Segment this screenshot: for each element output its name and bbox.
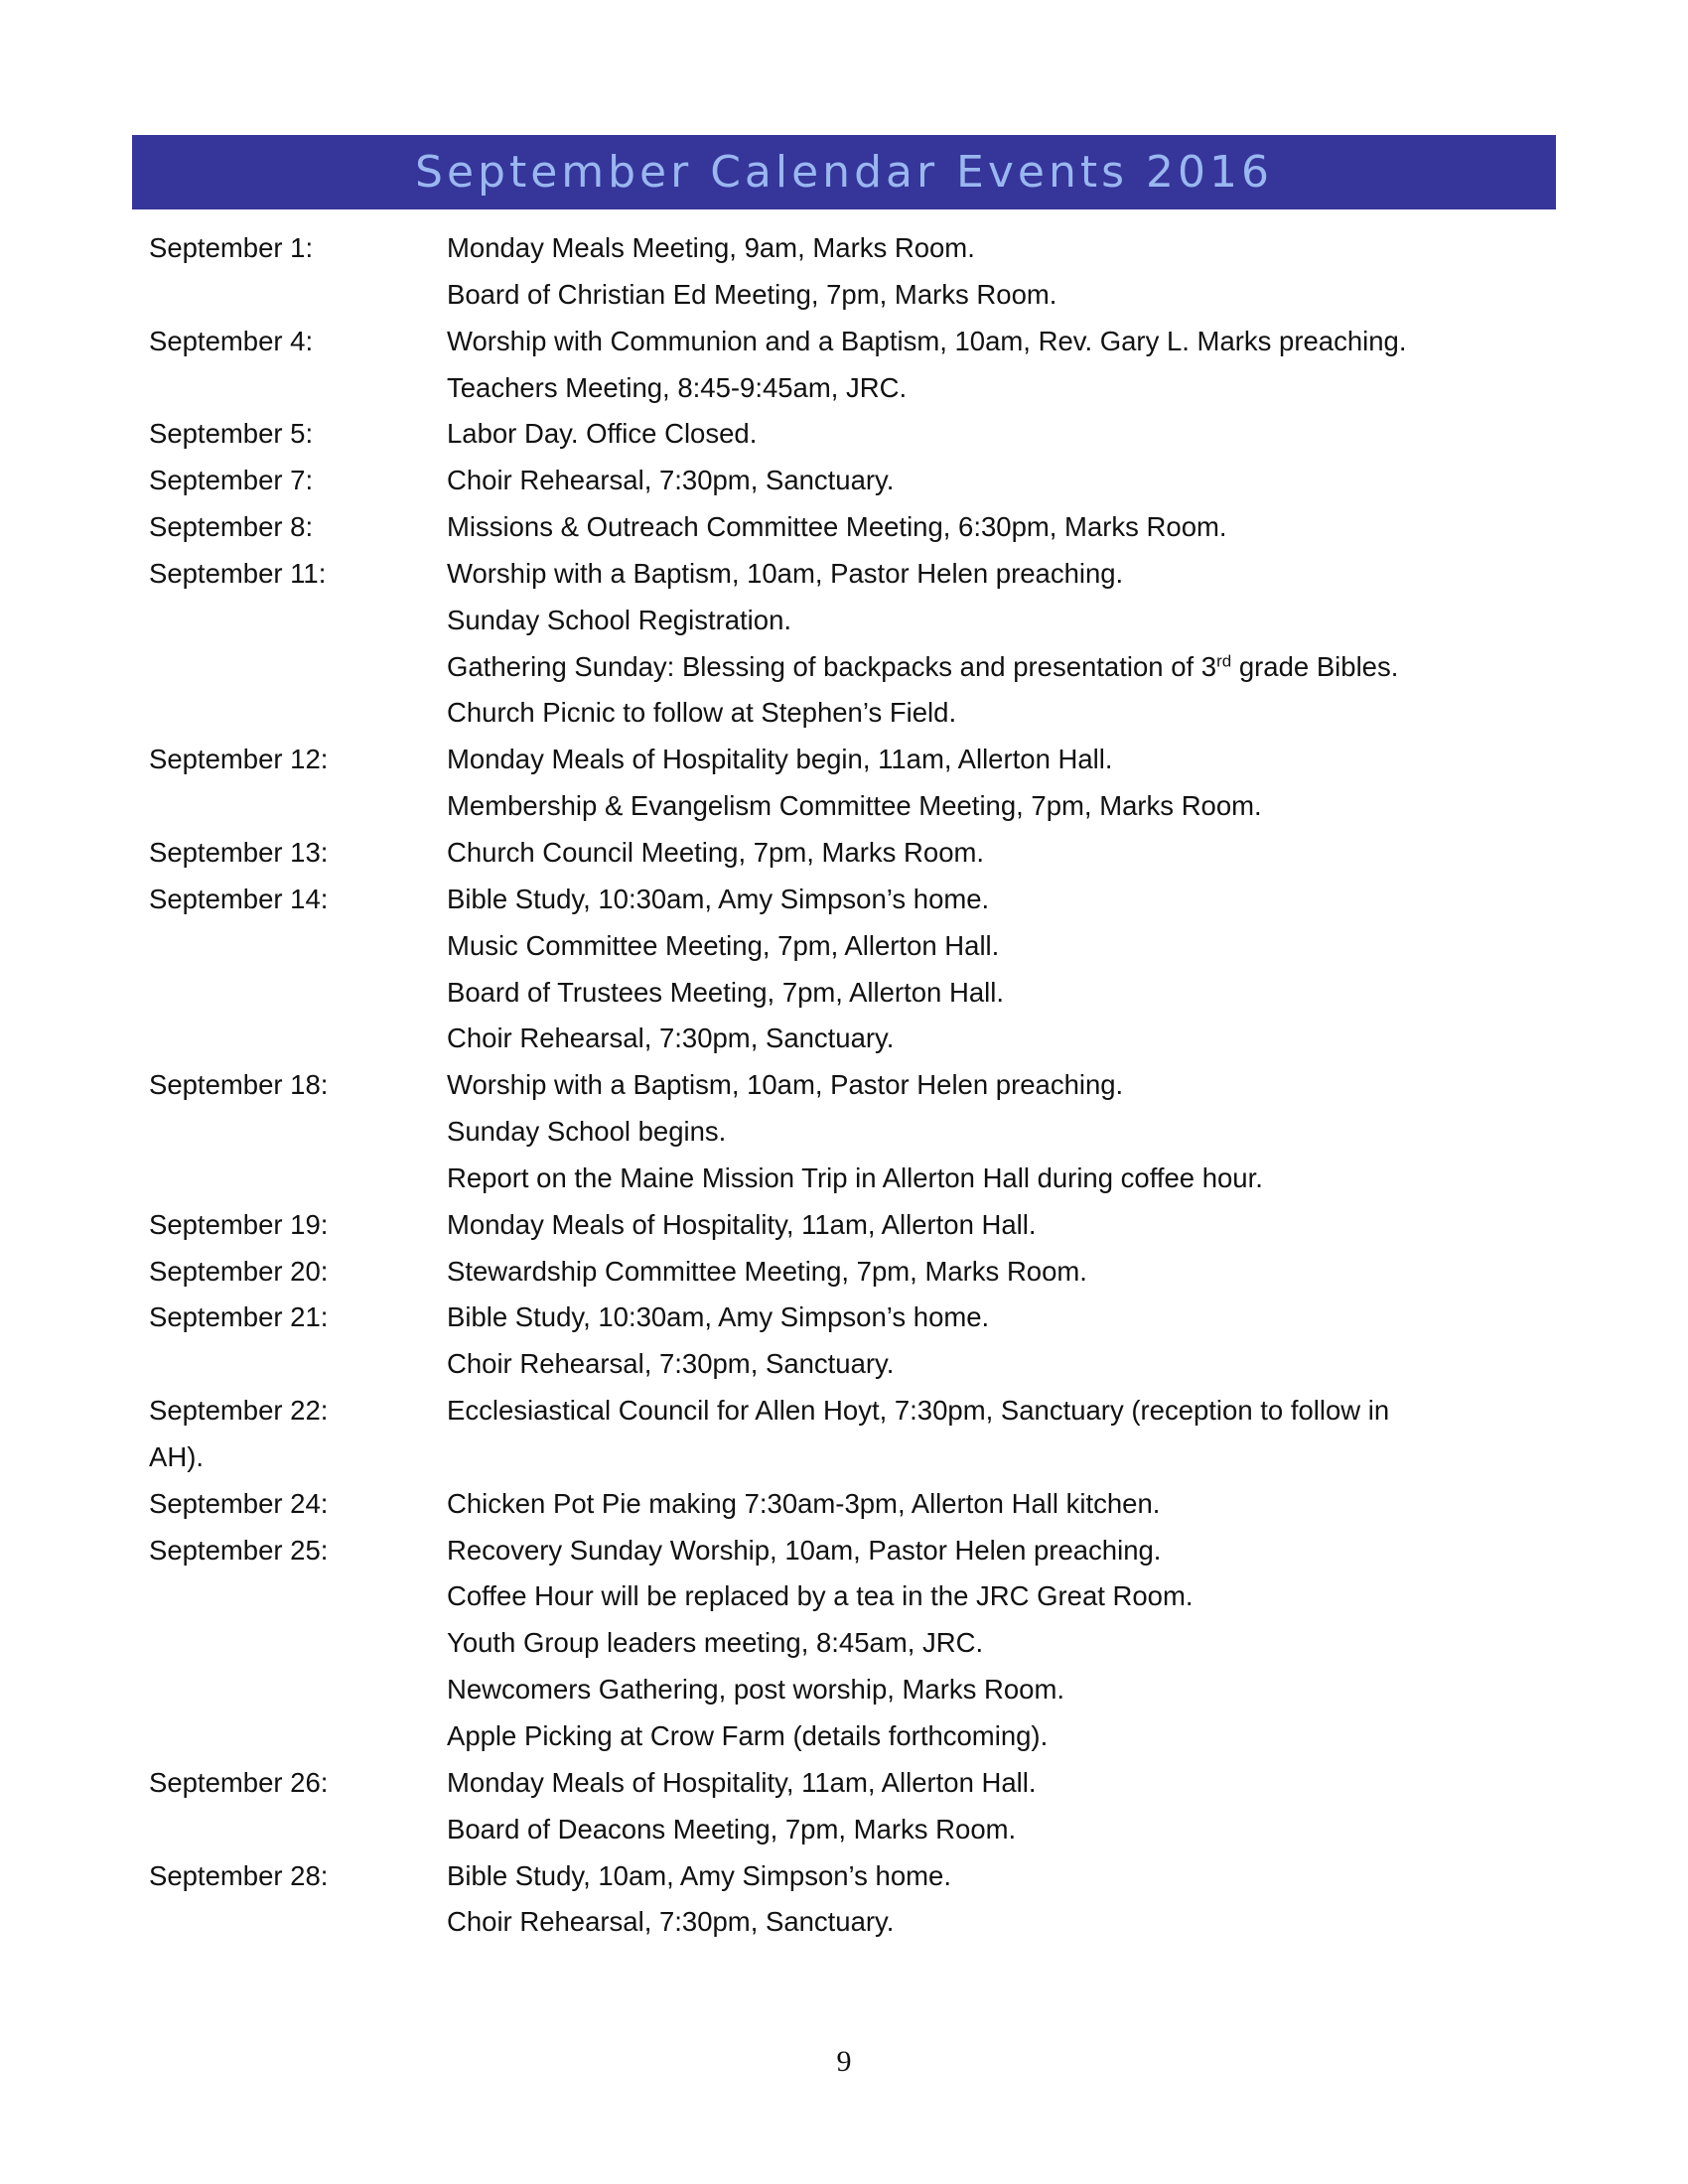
event-description: Sunday School begins. xyxy=(447,1116,727,1148)
event-row xyxy=(149,1295,1549,1341)
event-date xyxy=(149,690,447,737)
event-date xyxy=(149,598,447,644)
event-row xyxy=(149,830,1549,877)
event-description: Monday Meals of Hospitality, 11am, Allerton Hall. xyxy=(447,1766,1037,1798)
event-description: Worship with a Baptism, 10am, Pastor Helen preaching. xyxy=(447,1069,1124,1101)
event-row xyxy=(149,1202,1549,1249)
event-description: Church Picnic to follow at Stephen’s Field. xyxy=(447,697,957,729)
event-date: September 25: xyxy=(149,1534,329,1566)
event-row xyxy=(149,1713,1549,1760)
event-date xyxy=(149,1016,447,1062)
event-date xyxy=(149,1109,447,1156)
event-description: Ecclesiastical Council for Allen Hoyt, 7:30pm, Sanctuary (reception to follow in xyxy=(447,1395,1390,1427)
event-date: September 19: xyxy=(149,1208,329,1240)
event-row xyxy=(149,411,1549,458)
event-row xyxy=(149,458,1549,504)
event-description: Music Committee Meeting, 7pm, Allerton Hall. xyxy=(447,929,1000,961)
event-description: Sunday School Registration. xyxy=(447,604,792,635)
event-date xyxy=(149,365,447,412)
event-description xyxy=(447,1434,1549,1481)
event-description: Apple Picking at Crow Farm (details forthcoming). xyxy=(447,1720,1049,1751)
event-row xyxy=(149,690,1549,737)
event-row xyxy=(149,1481,1549,1528)
event-row xyxy=(149,1760,1549,1807)
event-date xyxy=(149,970,447,1017)
event-row xyxy=(149,877,1549,923)
event-date: September 20: xyxy=(149,1255,329,1287)
event-date xyxy=(149,1573,447,1620)
event-description: Recovery Sunday Worship, 10am, Pastor Helen preaching. xyxy=(447,1534,1162,1566)
event-row xyxy=(149,1434,1549,1481)
event-date: September 1: xyxy=(149,232,314,263)
event-date: September 28: xyxy=(149,1859,329,1891)
event-description: Board of Deacons Meeting, 7pm, Marks Room. xyxy=(447,1813,1017,1844)
event-row xyxy=(149,737,1549,783)
event-description: Youth Group leaders meeting, 8:45am, JRC. xyxy=(447,1627,984,1659)
event-row xyxy=(149,1667,1549,1713)
event-date: September 24: xyxy=(149,1487,329,1519)
event-row xyxy=(149,1249,1549,1296)
event-row xyxy=(149,1341,1549,1388)
event-row xyxy=(149,1016,1549,1062)
event-row xyxy=(149,272,1549,319)
event-description: Church Council Meeting, 7pm, Marks Room. xyxy=(447,836,985,868)
event-description-part: Gathering Sunday: Blessing of backpacks and presentation of 3 xyxy=(447,650,1217,682)
event-row xyxy=(149,551,1549,598)
event-date xyxy=(149,1156,447,1202)
event-row xyxy=(149,1528,1549,1574)
event-description: Membership & Evangelism Committee Meeting, 7pm, Marks Room. xyxy=(447,790,1262,822)
event-row xyxy=(149,644,1549,691)
event-date: September 4: xyxy=(149,325,314,356)
event-description: Bible Study, 10am, Amy Simpson’s home. xyxy=(447,1859,951,1891)
event-description: Missions & Outreach Committee Meeting, 6:30pm, Marks Room. xyxy=(447,511,1227,543)
event-description xyxy=(447,644,1549,691)
event-description: Bible Study, 10:30am, Amy Simpson’s home. xyxy=(447,1301,990,1333)
event-date: September 26: xyxy=(149,1766,329,1798)
event-date: September 7: xyxy=(149,465,314,496)
event-description: Choir Rehearsal, 7:30pm, Sanctuary. xyxy=(447,1906,895,1938)
event-row xyxy=(149,1807,1549,1853)
event-description: Monday Meals Meeting, 9am, Marks Room. xyxy=(447,232,975,263)
events-list xyxy=(149,225,1549,1946)
event-description: Stewardship Committee Meeting, 7pm, Marks Room. xyxy=(447,1255,1087,1287)
event-row xyxy=(149,319,1549,365)
event-date xyxy=(149,644,447,691)
title-banner xyxy=(132,135,1556,209)
event-description: Choir Rehearsal, 7:30pm, Sanctuary. xyxy=(447,1348,895,1380)
event-row xyxy=(149,1062,1549,1109)
event-date xyxy=(149,783,447,830)
event-date: September 5: xyxy=(149,418,314,450)
event-description-part: grade Bibles. xyxy=(1231,650,1399,682)
event-description: Newcomers Gathering, post worship, Marks Room. xyxy=(447,1674,1065,1706)
event-row xyxy=(149,783,1549,830)
event-date xyxy=(149,1667,447,1713)
event-description: Board of Christian Ed Meeting, 7pm, Marks Room. xyxy=(447,278,1057,310)
event-date: September 13: xyxy=(149,836,329,868)
event-row xyxy=(149,1620,1549,1667)
event-description: Report on the Maine Mission Trip in Allerton Hall during coffee hour. xyxy=(447,1161,1263,1193)
event-date xyxy=(149,1713,447,1760)
event-date: September 14: xyxy=(149,883,329,914)
event-description: Teachers Meeting, 8:45-9:45am, JRC. xyxy=(447,371,908,403)
event-row xyxy=(149,1899,1549,1946)
page-title: September Calendar Events 2016 xyxy=(415,147,1273,198)
event-description: Worship with Communion and a Baptism, 10am, Rev. Gary L. Marks preaching. xyxy=(447,325,1407,356)
event-date: September 12: xyxy=(149,744,329,775)
event-date: September 22: xyxy=(149,1395,329,1427)
event-description: Worship with a Baptism, 10am, Pastor Helen preaching. xyxy=(447,557,1124,589)
event-description: Choir Rehearsal, 7:30pm, Sanctuary. xyxy=(447,465,895,496)
event-date: AH). xyxy=(149,1440,204,1472)
event-description: Board of Trustees Meeting, 7pm, Allerton Hall. xyxy=(447,976,1004,1008)
event-description: Bible Study, 10:30am, Amy Simpson’s home. xyxy=(447,883,990,914)
event-row xyxy=(149,1109,1549,1156)
event-date xyxy=(149,1807,447,1853)
event-row xyxy=(149,504,1549,551)
event-date: September 18: xyxy=(149,1069,329,1101)
event-date: September 21: xyxy=(149,1301,329,1333)
event-row xyxy=(149,923,1549,970)
event-row xyxy=(149,1853,1549,1900)
event-description: Monday Meals of Hospitality begin, 11am, Allerton Hall. xyxy=(447,744,1113,775)
event-row xyxy=(149,1156,1549,1202)
event-description: Monday Meals of Hospitality, 11am, Allerton Hall. xyxy=(447,1208,1037,1240)
event-date xyxy=(149,1341,447,1388)
page-number: 9 xyxy=(836,2045,852,2078)
event-date: September 11: xyxy=(149,557,327,589)
event-row xyxy=(149,970,1549,1017)
event-description: Coffee Hour will be replaced by a tea in the JRC Great Room. xyxy=(447,1580,1194,1612)
event-date xyxy=(149,1620,447,1667)
ordinal-superscript: rd xyxy=(1216,651,1232,671)
event-date xyxy=(149,923,447,970)
event-row xyxy=(149,225,1549,272)
event-row xyxy=(149,1573,1549,1620)
event-row xyxy=(149,365,1549,412)
event-row xyxy=(149,1388,1549,1434)
event-description: Labor Day. Office Closed. xyxy=(447,418,758,450)
event-description: Chicken Pot Pie making 7:30am-3pm, Allerton Hall kitchen. xyxy=(447,1487,1161,1519)
event-date xyxy=(149,1899,447,1946)
event-date: September 8: xyxy=(149,511,314,543)
event-row xyxy=(149,598,1549,644)
event-date xyxy=(149,272,447,319)
event-description: Choir Rehearsal, 7:30pm, Sanctuary. xyxy=(447,1023,895,1054)
